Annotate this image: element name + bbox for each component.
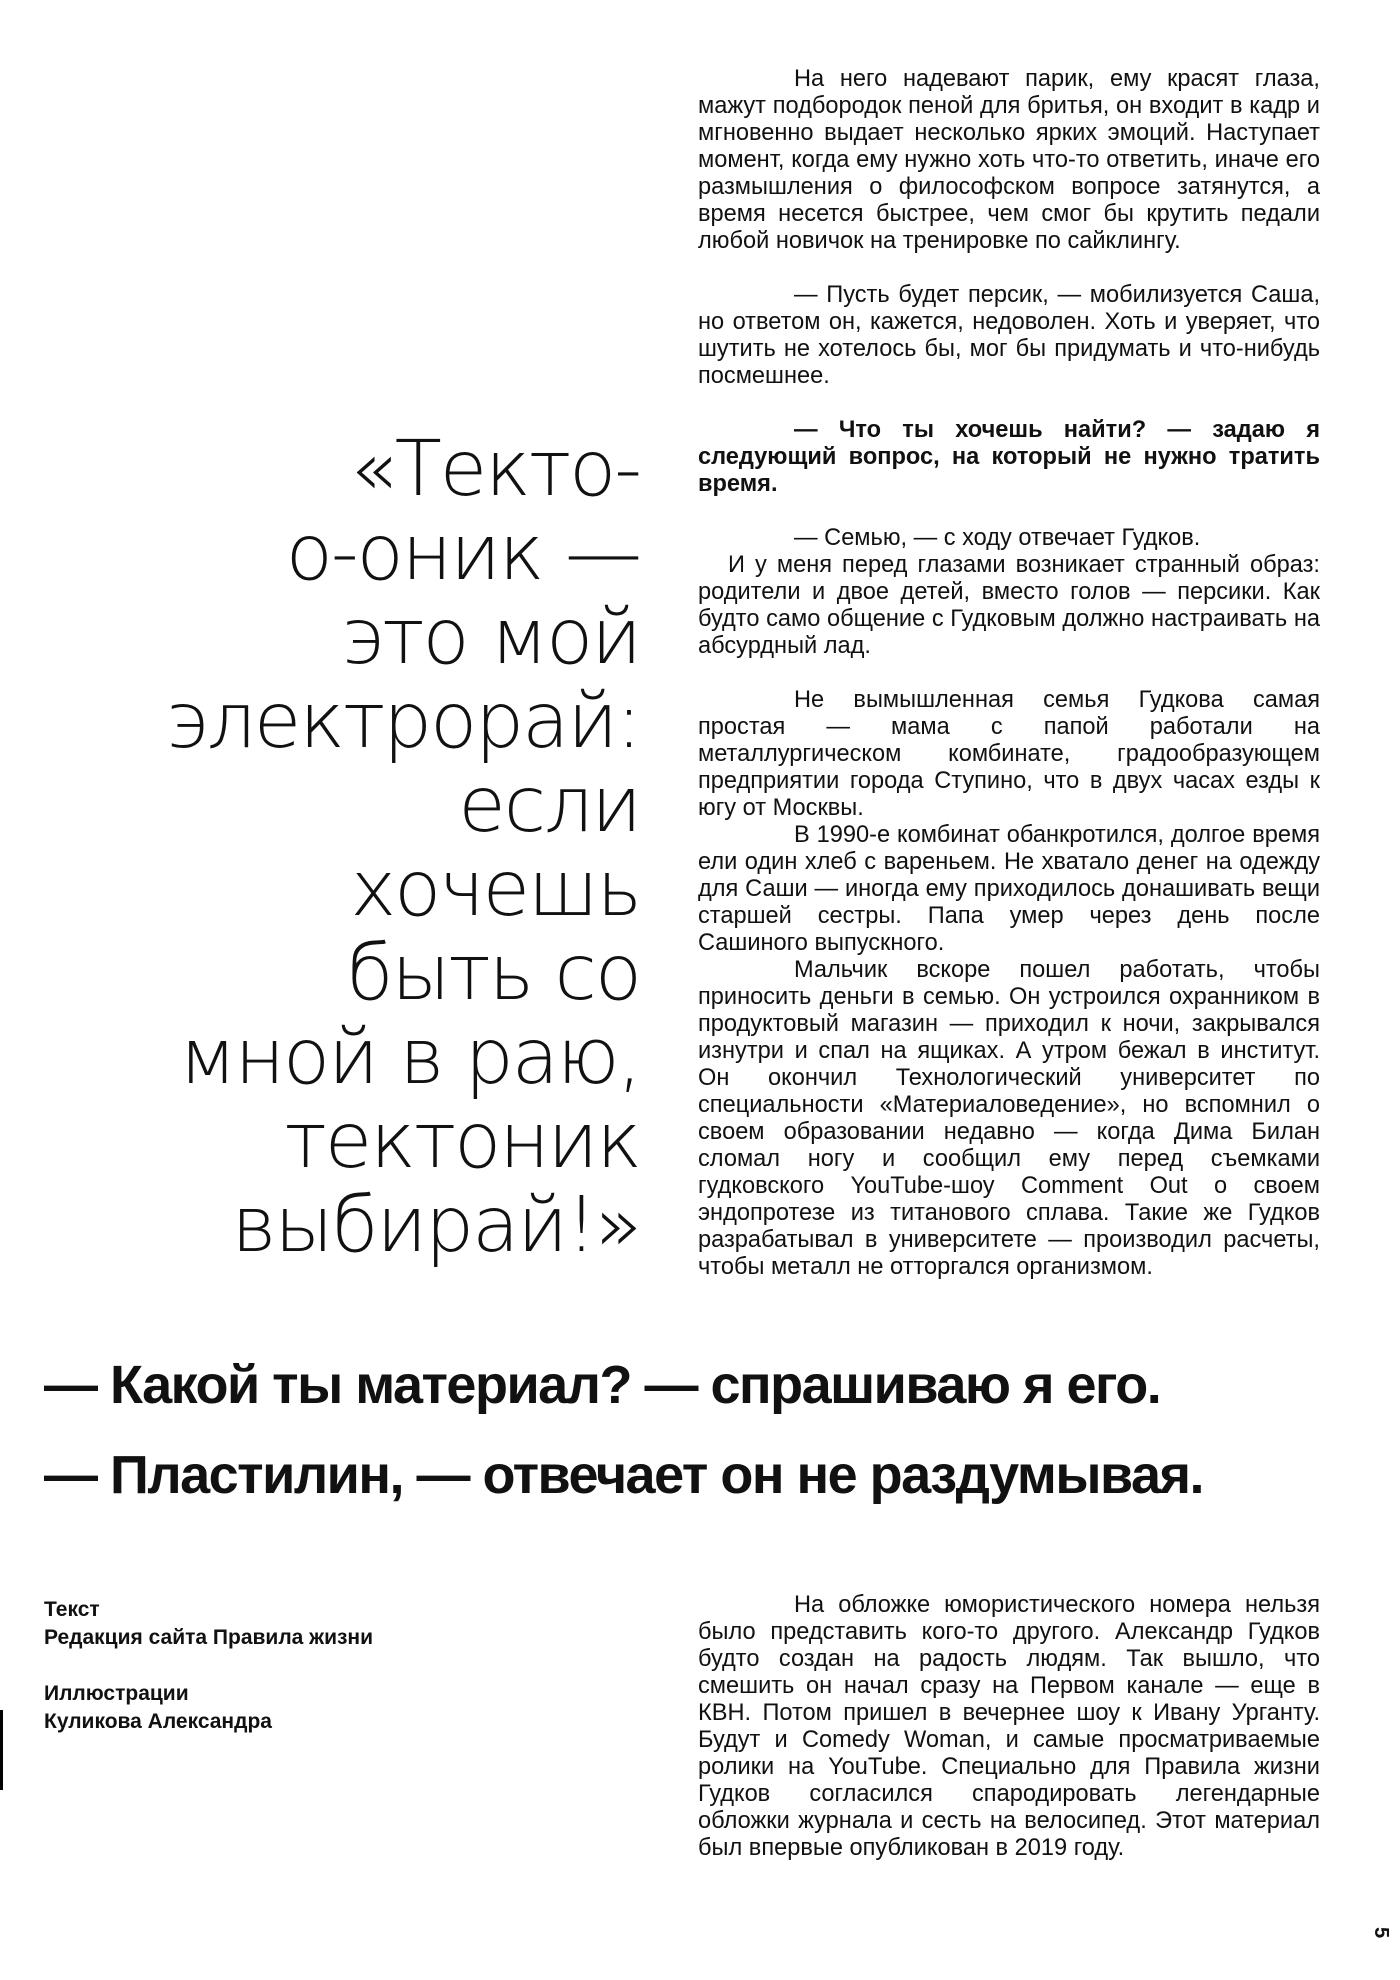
- paragraph-question: [698, 417, 1320, 498]
- paragraph: На обложке юмористического номера нельзя было представить кого-то другого. Александр Гудков будто создан на радость людям. Так вышло, что смешить он начал сразу на Первом канале — еще в КВН. Потом пришел в вечернее шоу к Ивану Урганту. Будут и Comedy Woman, и самые просматриваемые ролики на YouTube. Специально для Правила жизни Гудков согласился спародировать легендарные обложки журнала и сесть на велосипед. Этот материал был впервые опубликован в 2019 году.: [698, 1592, 1320, 1861]
- paragraph: На него надевают парик, ему красят глаза, мажут подбородок пеной для бритья, он входит в кадр и мгновенно выдает несколько ярких эмоций. Наступает момент, когда ему нужно хоть что-то ответить, иначе его размышления о философском вопросе затянутся, а время несется быстрее, чем смог бы крутить педали любой новичок на тренировке по сайклингу.: [698, 66, 1320, 254]
- quote-line: «Текто-: [349, 425, 640, 514]
- quote-line: тектоник: [284, 1097, 640, 1186]
- pull-quote-line-2: — Пластилин, — отвечает он не раздумывая.: [44, 1445, 1203, 1505]
- quote-line: о-оник —: [285, 509, 640, 598]
- credits-illustrations-label: Иллюстрации: [44, 1682, 189, 1705]
- credits-text-label: Текст: [44, 1598, 100, 1621]
- big-quote: [40, 425, 640, 1270]
- paragraph: — Семью, — с ходу отвечает Гудков.: [794, 525, 1201, 551]
- edge-mark: [0, 1710, 3, 1790]
- credits: [44, 1596, 524, 1764]
- quote-line: выбирай!»: [231, 1181, 640, 1270]
- pull-quote-line-1: — Какой ты материал? — спрашиваю я его.: [44, 1355, 1161, 1415]
- pull-quote: [44, 1340, 1344, 1520]
- article-column-top: [698, 66, 1320, 1281]
- quote-line: это мой: [341, 593, 640, 682]
- quote-line: мной в раю,: [178, 1013, 640, 1102]
- question-text: — Что ты хочешь найти? — задаю я следующий вопрос, на который не нужно тратить время.: [698, 417, 1320, 497]
- article-column-bottom: [698, 1592, 1320, 1862]
- page-number: 5: [1369, 1926, 1392, 1939]
- quote-line: электрорай:: [166, 677, 640, 766]
- paragraph: Не вымышленная семья Гудкова самая простая — мама с папой работали на металлургическом комбинате, градообразующем предприятии города Ступино, что в двух часах езды к югу от Москвы.: [698, 687, 1320, 821]
- quote-line: если: [458, 761, 640, 850]
- credits-text-value: Редакция сайта Правила жизни: [44, 1626, 374, 1649]
- quote-line: быть со: [346, 929, 640, 1018]
- paragraph: Мальчик вскоре пошел работать, чтобы приносить деньги в семью. Он устроился охранником в продуктовый магазин — приходил к ночи, закрывался изнутри и спал на ящиках. А утром бежал в институт. Он окончил Технологический университет по специальности «Материаловедение», но вспомнил о своем образовании недавно — когда Дима Билан сломал ногу и сообщил ему перед съемками гудковского YouTube-шоу Comment Out о своем эндопротезе из титанового сплава. Такие же Гудков разрабатывал в университете — производил расчеты, чтобы металл не отторгался организмом.: [698, 957, 1320, 1280]
- paragraph: — Пусть будет персик, — мобилизуется Саша, но ответом он, кажется, недоволен. Хоть и уверяет, что шутить не хотелось бы, мог бы придумать и что-нибудь посмешнее.: [698, 282, 1320, 389]
- credits-illustrations-value: Куликова Александра: [44, 1710, 272, 1733]
- paragraph: И у меня перед глазами возникает странный образ: родители и двое детей, вместо голов — персики. Как будто само общение с Гудковым должно настраивать на абсурдный лад.: [698, 552, 1320, 659]
- quote-line: хочешь: [350, 845, 640, 934]
- paragraph: В 1990-е комбинат обанкротился, долгое время ели один хлеб с вареньем. Не хватало денег на одежду для Саши — иногда ему приходилось донашивать вещи старшей сестры. Папа умер через день после Сашиного выпускного.: [698, 822, 1320, 956]
